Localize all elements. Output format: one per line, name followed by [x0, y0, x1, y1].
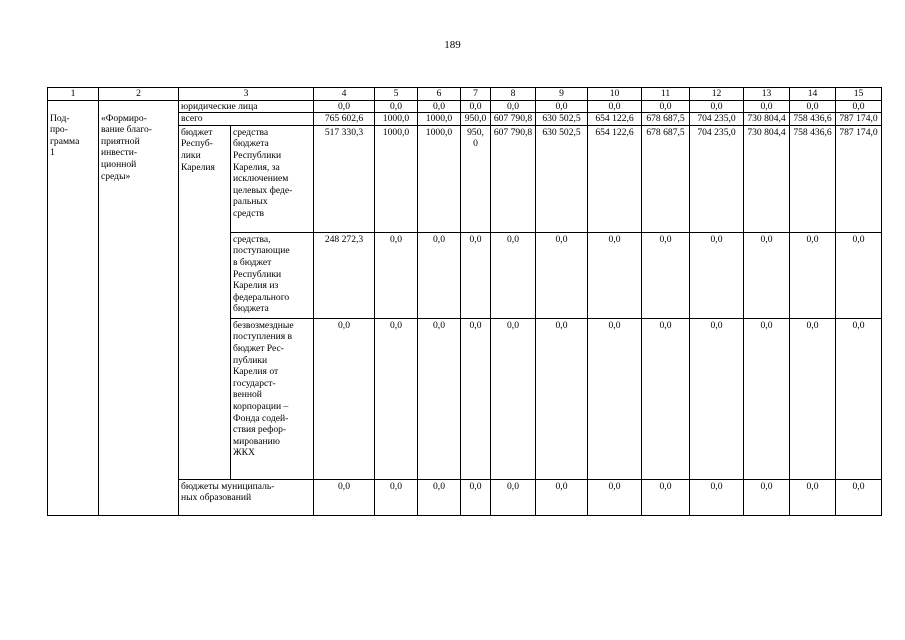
value-cell: 1000,0: [375, 125, 418, 232]
value-cell: 730 804,4: [744, 113, 790, 126]
value-cell: 758 436,6: [790, 113, 836, 126]
value-cell: 607 790,8: [491, 113, 536, 126]
value-cell: 0,0: [744, 479, 790, 515]
value-cell: 0,0: [836, 232, 882, 318]
header-cell: 10: [588, 88, 642, 101]
value-cell: 0,0: [418, 479, 461, 515]
value-cell: 1000,0: [375, 113, 418, 126]
value-cell: 0,0: [642, 100, 690, 113]
value-cell: 0,0: [744, 100, 790, 113]
header-cell: 8: [491, 88, 536, 101]
value-cell: 758 436,6: [790, 125, 836, 232]
value-cell: 0,0: [588, 232, 642, 318]
value-cell: 0,0: [536, 232, 588, 318]
header-cell: 12: [690, 88, 744, 101]
page-number: 189: [444, 39, 461, 51]
value-cell: 0,0: [536, 100, 588, 113]
row-label: всего: [179, 113, 314, 126]
value-cell: 0,0: [744, 318, 790, 479]
program-name: «Формиро- вание благо- приятной инвести- ционной среды»: [99, 113, 179, 516]
program-code: Под- про- грамма 1: [48, 113, 99, 516]
value-cell: 654 122,6: [588, 125, 642, 232]
value-cell: 0,0: [375, 232, 418, 318]
value-cell: 787 174,0: [836, 125, 882, 232]
value-cell: 678 687,5: [642, 125, 690, 232]
value-cell: 730 804,4: [744, 125, 790, 232]
value-cell: 0,0: [375, 318, 418, 479]
header-row: [48, 88, 882, 101]
header-cell: 15: [836, 88, 882, 101]
value-cell: 0,0: [491, 100, 536, 113]
value-cell: 0,0: [836, 479, 882, 515]
value-cell: 0,0: [314, 100, 375, 113]
value-cell: 0,0: [375, 100, 418, 113]
value-cell: 0,0: [744, 232, 790, 318]
value-cell: 0,0: [314, 479, 375, 515]
value-cell: 678 687,5: [642, 113, 690, 126]
value-cell: 0,0: [375, 479, 418, 515]
header-cell: 5: [375, 88, 418, 101]
budget-table: [47, 87, 882, 516]
value-cell: 0,0: [491, 318, 536, 479]
value-cell: 1000,0: [418, 125, 461, 232]
value-cell: 0,0: [588, 100, 642, 113]
header-cell: 14: [790, 88, 836, 101]
value-cell: 0,0: [790, 100, 836, 113]
value-cell: 0,0: [461, 100, 491, 113]
value-cell: 704 235,0: [690, 113, 744, 126]
row-label: средства, поступающие в бюджет Республики Карелия из федерального бюджета: [231, 232, 314, 318]
header-cell: 3: [179, 88, 314, 101]
row-label: безвозмездные поступления в бюджет Рес- публики Карелия от государст- венной корпорации – Фонда содей- ствия рефор- мированию ЖКХ: [231, 318, 314, 479]
header-cell: 2: [99, 88, 179, 101]
value-cell: 0,0: [588, 318, 642, 479]
row-label: юридические лица: [179, 100, 314, 113]
value-cell: 0,0: [690, 479, 744, 515]
header-cell: 11: [642, 88, 690, 101]
header-cell: 4: [314, 88, 375, 101]
value-cell: 0,0: [836, 100, 882, 113]
value-cell: 0,0: [418, 100, 461, 113]
value-cell: 0,0: [790, 318, 836, 479]
header-cell: 6: [418, 88, 461, 101]
value-cell: 248 272,3: [314, 232, 375, 318]
header-cell: 7: [461, 88, 491, 101]
rk-budget-label: бюджет Респуб- лики Карелия: [179, 125, 231, 479]
value-cell: 0,0: [418, 232, 461, 318]
empty-cell: [99, 100, 179, 113]
value-cell: 654 122,6: [588, 113, 642, 126]
empty-cell: [48, 100, 99, 113]
value-cell: 0,0: [642, 318, 690, 479]
row-label: бюджеты муниципаль- ных образований: [179, 479, 314, 515]
row-label: средства бюджета Республики Карелия, за исключением целевых феде- ральных средств: [231, 125, 314, 232]
value-cell: 0,0: [536, 479, 588, 515]
value-cell: 517 330,3: [314, 125, 375, 232]
table-row: [48, 100, 882, 113]
value-cell: 0,0: [642, 232, 690, 318]
value-cell: 765 602,6: [314, 113, 375, 126]
value-cell: 630 502,5: [536, 113, 588, 126]
value-cell: 787 174,0: [836, 113, 882, 126]
value-cell: 0,0: [461, 479, 491, 515]
value-cell: 0,0: [690, 318, 744, 479]
value-cell: 630 502,5: [536, 125, 588, 232]
value-cell: 1000,0: [418, 113, 461, 126]
value-cell: 950,0: [461, 113, 491, 126]
value-cell: 0,0: [836, 318, 882, 479]
value-cell: 0,0: [790, 479, 836, 515]
value-cell: 0,0: [690, 232, 744, 318]
value-cell: 0,0: [642, 479, 690, 515]
value-cell: 607 790,8: [491, 125, 536, 232]
value-cell: 0,0: [491, 232, 536, 318]
value-cell: 0,0: [536, 318, 588, 479]
value-cell: 0,0: [588, 479, 642, 515]
header-cell: 1: [48, 88, 99, 101]
value-cell: 0,0: [790, 232, 836, 318]
header-cell: 9: [536, 88, 588, 101]
value-cell: 0,0: [491, 479, 536, 515]
value-cell: 704 235,0: [690, 125, 744, 232]
value-cell: 0,0: [690, 100, 744, 113]
value-cell: 0,0: [314, 318, 375, 479]
value-cell: 0,0: [461, 318, 491, 479]
header-cell: 13: [744, 88, 790, 101]
value-cell: 950, 0: [461, 125, 491, 232]
value-cell: 0,0: [461, 232, 491, 318]
table-row: [48, 113, 882, 126]
value-cell: 0,0: [418, 318, 461, 479]
